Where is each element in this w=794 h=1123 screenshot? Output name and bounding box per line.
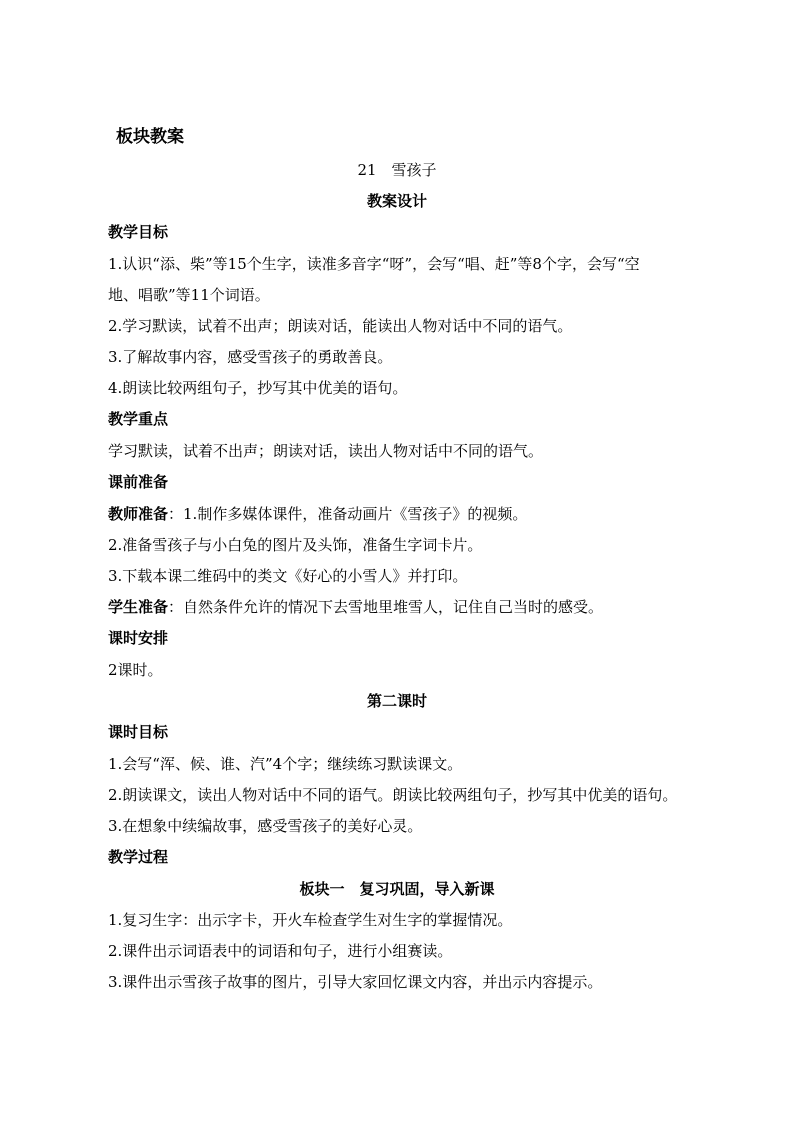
second-lesson-heading: 第二课时 — [366, 692, 427, 710]
prep-item: 2.准备雪孩子与小白兔的图片及头饰，准备生字词卡片。 — [108, 536, 483, 554]
block-one-heading: 板块一 复习巩固，导入新课 — [299, 880, 495, 898]
key-text: 学习默读，试着不出声；朗读对话，读出人物对话中不同的语气。 — [108, 442, 544, 460]
design-heading: 教案设计 — [366, 192, 427, 210]
goal-item: 2.学习默读，试着不出声；朗读对话，能读出人物对话中不同的语气。 — [108, 317, 573, 335]
goal-item: 地、唱歌”等11个词语。 — [108, 286, 270, 304]
prep-item: 3.下载本课二维码中的类文《好心的小雪人》并打印。 — [108, 567, 468, 585]
goal-item: 4.朗读比较两组句子，抄写其中优美的语句。 — [108, 379, 408, 397]
goals-heading: 教学目标 — [108, 223, 169, 241]
student-prep-label: 学生准备 — [108, 598, 169, 616]
goal-item: 3.了解故事内容，感受雪孩子的勇敢善良。 — [108, 348, 393, 366]
block-one-item: 3.课件出示雪孩子故事的图片，引导大家回忆课文内容，并出示内容提示。 — [108, 973, 603, 991]
student-prep — [108, 597, 728, 617]
process-heading: 教学过程 — [108, 848, 169, 866]
key-heading: 教学重点 — [108, 410, 169, 428]
schedule-heading: 课时安排 — [108, 629, 169, 647]
teacher-prep-label: 教师准备 — [108, 505, 169, 523]
lesson-title: 21 雪孩子 — [357, 161, 437, 179]
block-one-item: 1.复习生字：出示字卡，开火车检查学生对生字的掌握情况。 — [108, 911, 513, 929]
lesson-goal-item: 1.会写“浑、候、谁、汽”4个字；继续练习默读课文。 — [108, 755, 463, 773]
prep-heading: 课前准备 — [108, 473, 169, 491]
goal-item: 1.认识“添、柴”等15个生字，读准多音字“呀”，会写“唱、赶”等8个字，会写“空 — [108, 255, 640, 273]
lesson-goals-heading: 课时目标 — [108, 723, 169, 741]
teacher-prep-text: ：1.制作多媒体课件，准备动画片《雪孩子》的视频。 — [168, 505, 528, 523]
schedule-text: 2课时。 — [108, 661, 163, 679]
document-title: 板块教案 — [116, 127, 184, 147]
lesson-goal-item: 2.朗读课文，读出人物对话中不同的语气。朗读比较两组句子，抄写其中优美的语句。 — [108, 786, 678, 804]
student-prep-text: ：自然条件允许的情况下去雪地里堆雪人，记住自己当时的感受。 — [168, 598, 604, 616]
lesson-goal-item: 3.在想象中续编故事，感受雪孩子的美好心灵。 — [108, 817, 423, 835]
teacher-prep — [108, 504, 728, 524]
block-one-item: 2.课件出示词语表中的词语和句子，进行小组赛读。 — [108, 942, 453, 960]
